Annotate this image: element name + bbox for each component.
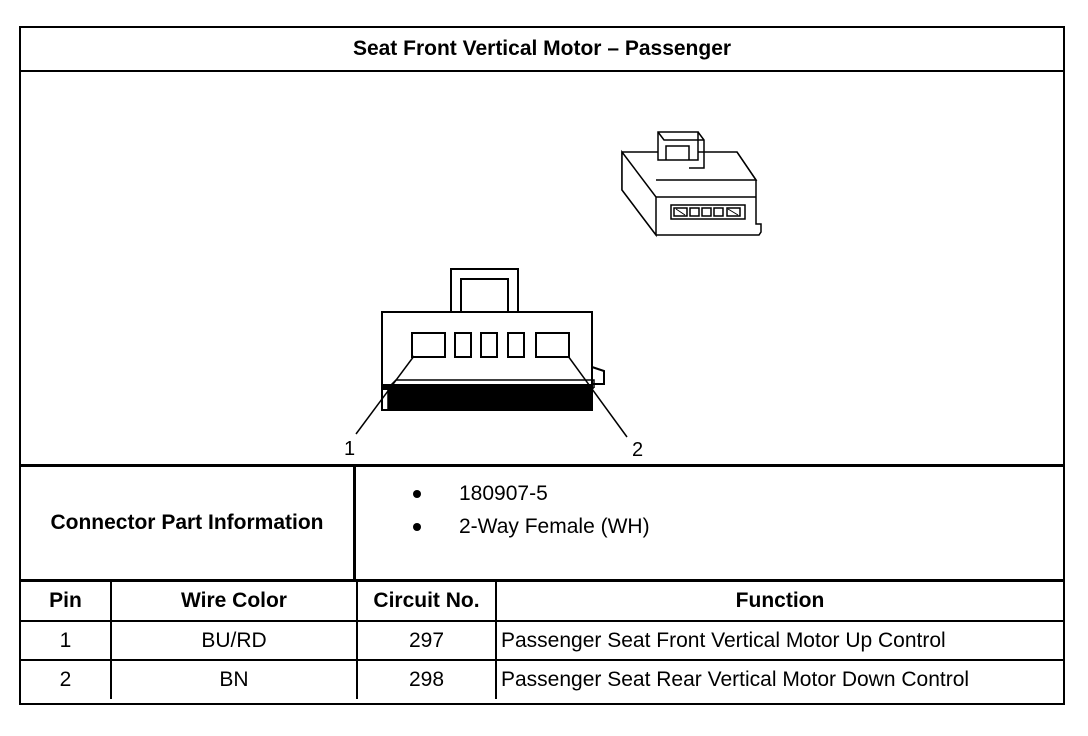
connector-part-info-label: Connector Part Information	[21, 467, 356, 579]
connector-front-view	[382, 269, 604, 410]
pin-cell: 2	[21, 660, 111, 699]
pin-table	[21, 582, 1063, 699]
connector-part-info-row	[21, 464, 1063, 582]
connector-type: 2-Way Female (WH)	[459, 515, 650, 538]
function-cell: Passenger Seat Front Vertical Motor Up Control	[496, 621, 1063, 660]
header-function: Function	[496, 582, 1063, 621]
table-row	[21, 660, 1063, 699]
circuit-cell: 298	[357, 660, 496, 699]
pin-cell: 1	[21, 621, 111, 660]
connector-type-item	[413, 512, 650, 542]
sheet-title: Seat Front Vertical Motor – Passenger	[21, 28, 1063, 72]
wire-color-cell: BN	[111, 660, 357, 699]
connector-part-info-list	[357, 467, 1057, 579]
connector-drawing-svg	[21, 72, 1063, 464]
function-cell: Passenger Seat Rear Vertical Motor Down Control	[496, 660, 1063, 699]
header-pin: Pin	[21, 582, 111, 621]
connector-drawing	[21, 72, 1063, 464]
part-number-item	[413, 479, 548, 509]
connector-isometric-view	[622, 132, 761, 235]
wire-color-cell: BU/RD	[111, 621, 357, 660]
header-wire-color: Wire Color	[111, 582, 357, 621]
pin-table-header	[21, 582, 1063, 621]
bullet-icon	[413, 490, 421, 498]
table-row	[21, 621, 1063, 660]
pin-1-label: 1	[344, 438, 356, 460]
circuit-cell: 297	[357, 621, 496, 660]
header-circuit-no: Circuit No.	[357, 582, 496, 621]
connector-sheet	[19, 26, 1065, 705]
part-number: 180907-5	[459, 482, 548, 505]
pin-2-label: 2	[632, 439, 644, 461]
bullet-icon	[413, 523, 421, 531]
